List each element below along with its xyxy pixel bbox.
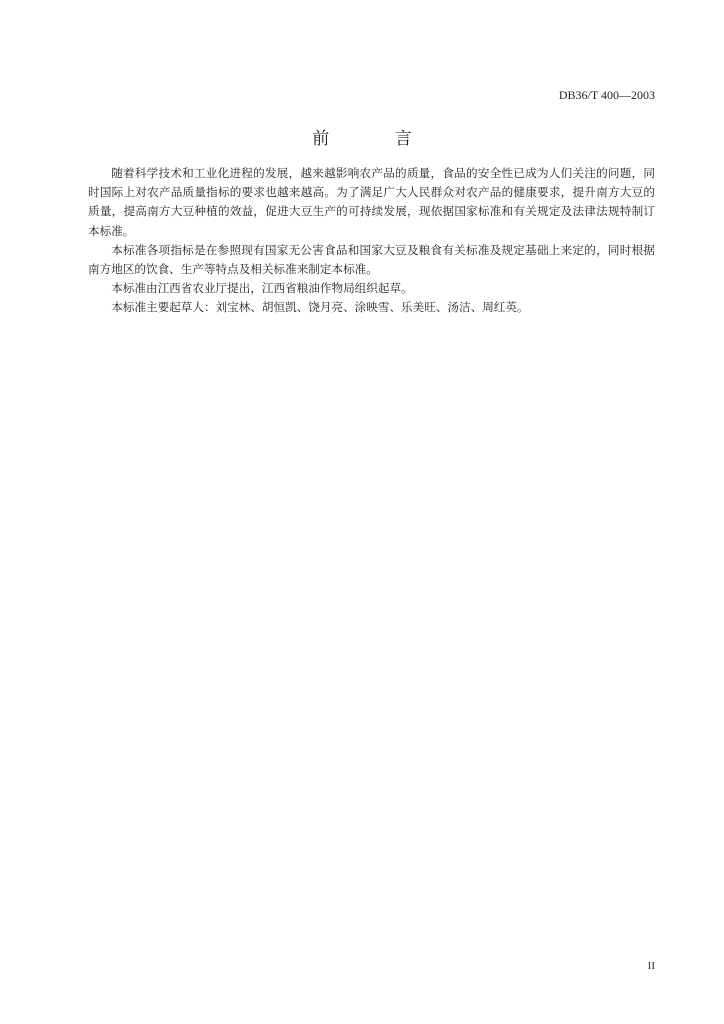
paragraph-drafters: 本标准主要起草人：刘宝林、胡恒凯、饶月亮、涂映雪、乐美旺、汤洁、周红英。 bbox=[111, 300, 529, 315]
page-number: II bbox=[647, 960, 655, 972]
paragraph-basis: 本标准各项指标是在参照现有国家无公害食品和国家大豆及粮食有关标准及规定基础上来定的，同时根据南方地区的饮食、生产等特点及相关标准来制定本标准。 bbox=[88, 242, 655, 277]
paragraph-proposer: 本标准由江西省农业厅提出，江西省粮油作物局组织起草。 bbox=[111, 281, 413, 296]
document-body bbox=[88, 164, 655, 318]
page-title: 前 言 bbox=[312, 129, 442, 149]
document-code: DB36/T 400—2003 bbox=[558, 88, 655, 102]
paragraph-background: 随着科学技术和工业化进程的发展，越来越影响农产品的质量，食品的安全性已成为人们关注的问题，同时国际上对农产品质量指标的要求也越来越高。为了满足广大人民群众对农产品的健康要求，提升南方大豆的质量，提高南方大豆种植的效益，促进大豆生产的可持续发展，现依据国家标准和有关规定及法律法规特制订本标准。 bbox=[88, 166, 655, 238]
